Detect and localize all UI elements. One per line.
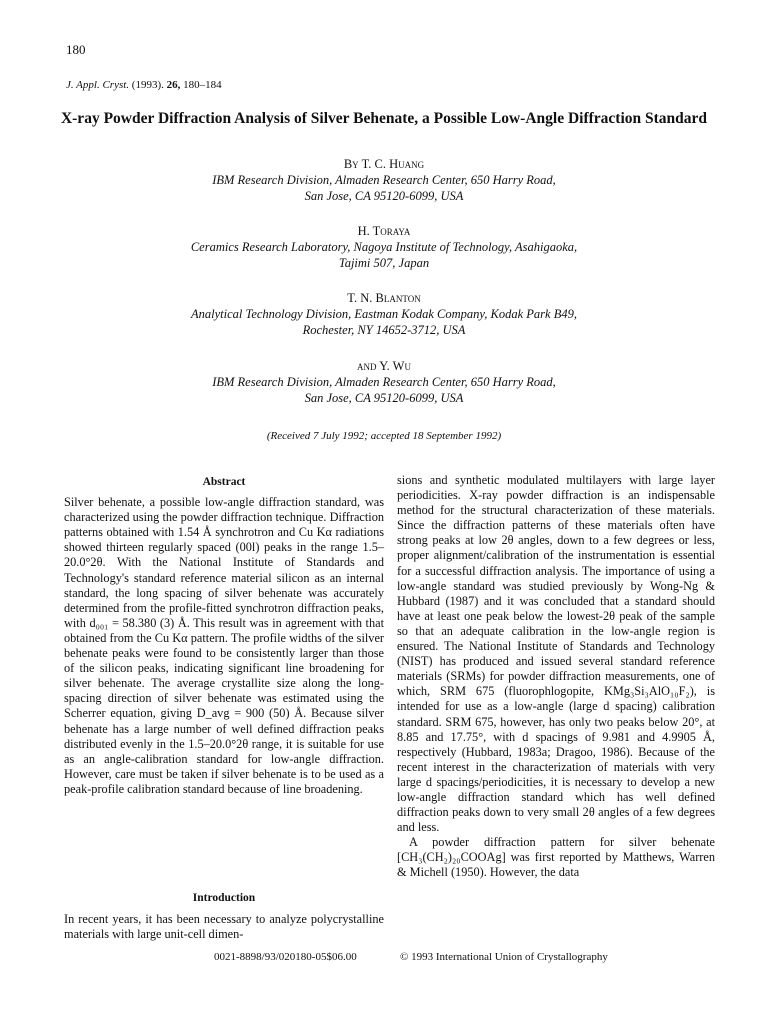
affiliation-line: San Jose, CA 95120-6099, USA <box>304 391 464 405</box>
journal-volume: 26, <box>166 79 181 91</box>
introduction-heading: Introduction <box>192 892 256 904</box>
paper-title: X-ray Powder Diffraction Analysis of Silver Behenate, a Possible Low-Angle Diffraction Standard <box>60 110 708 127</box>
author-name: By T. C. Huang <box>343 157 425 171</box>
received-dates: (Received 7 July 1992; accepted 18 September 1992) <box>266 430 502 442</box>
author-block-2 <box>60 223 708 271</box>
copyright-notice: © 1993 International Union of Crystallography <box>400 951 608 963</box>
abstract-text: Silver behenate, a possible low-angle diffraction standard, was characterized using the powder diffraction technique. Diffraction patterns obtained with 1.54 Å synchrotron and Cu Kα radiations showed thirteen regularly spaced (00l) peaks in the range 1.5–20.0°2θ. With the National Institute of Standards and Technology's standard reference material silicon as an internal standard, the long spacing of silver behenate was accurately determined from the profile-fitted synchrotron diffraction peaks, with d₀₀₁ = 58.380 (3) Å. This result was in agreement with that obtained from the Cu Kα pattern. The profile widths of the silver behenate peaks were found to be consistently larger than those of the silicon peaks, indicating significant line broadening for silver behenate. The average crystallite size along the long-spacing direction of silver behenate was estimated using the Scherrer equation, giving D_avg = 900 (50) Å. Because silver behenate has a large number of well defined diffraction peaks distributed evenly in the 1.5–20.0°2θ range, it is suitable for use as an angle-calibration standard for low-angle diffraction. However, care must be taken if silver behenate is to be used as a peak-profile calibration standard because of line broadening. <box>64 495 384 796</box>
affiliation-line: Tajimi 507, Japan <box>338 256 430 270</box>
page-number: 180 <box>66 42 86 57</box>
author-name: T. N. Blanton <box>347 291 421 305</box>
affiliation-line: IBM Research Division, Almaden Research Center, 650 Harry Road, <box>212 375 556 389</box>
affiliation-line: Analytical Technology Division, Eastman Kodak Company, Kodak Park B49, <box>191 307 577 321</box>
affiliation-line: Rochester, NY 14652-3712, USA <box>302 323 466 337</box>
author-name: and Y. Wu <box>357 359 411 373</box>
journal-name: J. Appl. Cryst. <box>66 79 130 91</box>
journal-citation <box>66 79 222 91</box>
author-block-3 <box>60 290 708 338</box>
journal-year: (1993). <box>131 79 164 91</box>
introduction-text-right-2: A powder diffraction pattern for silver behenate [CH₃(CH₂)₂₀COOAg] was first reported by Matthews, Warren & Michell (1950). However, the data <box>397 835 715 880</box>
affiliation-line: San Jose, CA 95120-6099, USA <box>304 189 464 203</box>
article-code: 0021-8898/93/020180-05$06.00 <box>214 951 357 963</box>
author-block-4 <box>60 358 708 406</box>
introduction-text-right: sions and synthetic modulated multilayers with large layer periodicities. X-ray powder diffraction is an indispensable method for the structural characterization of these materials. Since the diffraction patterns of these materials often have strong peaks at low 2θ angles, down to a few degrees or less, proper alignment/calibration of the instrumentation is essential for a successful diffraction analysis. The importance of using a low-angle standard was studied previously by Wong-Ng & Hubbard (1987) and it was concluded that a standard should have at least one peak below the lowest-2θ peak of the sample so that an adequate calibration in the low-angle region is ensured. The National Institute of Standards and Technology (NIST) has produced and issued several standard reference materials (SRMs) for powder diffraction measurements, one of which, SRM 675 (fluorophlogopite, KMg₃Si₃AlO₁₀F₂), is intended for use as a low-angle (large d spacing) calibration standard. SRM 675, however, has only two peaks below 20°, at 8.85 and 17.75°, with d spacings of 9.981 and 4.9905 Å, respectively (Hubbard, 1983a; Dragoo, 1986). Because of the recent interest in the characterization of materials with very large d spacings/periodicities, it is necessary to develop a new low-angle diffraction standard which has well defined diffraction peaks down to very small 2θ angles of a few degrees and less. <box>397 473 715 835</box>
right-column <box>397 473 715 881</box>
author-name: H. Toraya <box>357 224 411 238</box>
introduction-text-left: In recent years, it has been necessary to analyze polycrystalline materials with large unit-cell dimen- <box>64 912 384 942</box>
affiliation-line: Ceramics Research Laboratory, Nagoya Institute of Technology, Asahigaoka, <box>190 240 578 254</box>
author-block-1 <box>60 156 708 204</box>
abstract-section <box>64 475 384 797</box>
journal-pages: 180–184 <box>183 79 222 91</box>
introduction-section <box>64 891 384 942</box>
affiliation-line: IBM Research Division, Almaden Research Center, 650 Harry Road, <box>212 173 556 187</box>
abstract-heading: Abstract <box>202 476 246 488</box>
